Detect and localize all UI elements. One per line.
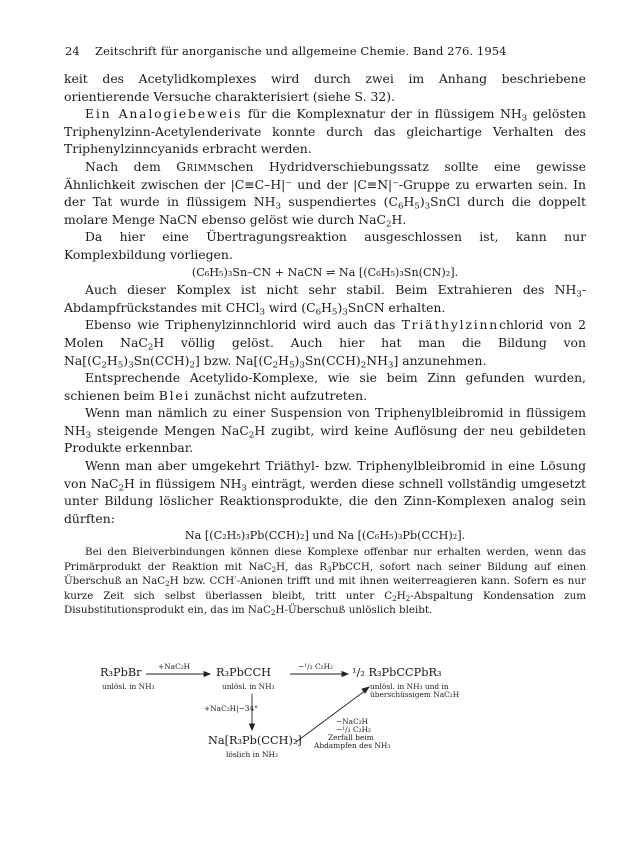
subscript: 2	[270, 608, 276, 618]
subscript: 3	[424, 201, 431, 212]
subscript: 2	[101, 359, 107, 370]
text-run: H zugibt, wird keine Auflösung der neu gebildeten Produkte erkennbar.	[64, 422, 586, 456]
text-run: H	[403, 194, 415, 210]
text-run: H-Überschuß unlöslich bleibt.	[275, 604, 433, 617]
subscript: 2	[248, 430, 255, 441]
text-run: Nach dem	[85, 158, 177, 174]
subscript: 2	[271, 564, 277, 574]
text-run: ] bzw. Na[(C	[195, 352, 273, 368]
paragraph-blei	[64, 369, 586, 404]
running-header	[65, 44, 585, 60]
subscript: 2	[165, 579, 170, 589]
subscript: 2	[189, 359, 196, 370]
subscript: 5	[288, 359, 295, 370]
text-run: )	[294, 352, 300, 368]
subscript: 2	[272, 359, 279, 370]
text-run: -Abspaltung Kondensation zum Disubstitutionsprodukt ein, das im NaC	[64, 589, 586, 617]
text-run: H in flüssigem NH	[124, 475, 242, 491]
text-run: steigende Mengen NaC	[91, 422, 249, 438]
text-run: schen Hydridverschiebungssatz sollte eine gewisse Ähnlichkeit zwischen der |C≡C–H|⁻ und der |C≡N|⁻-Gruppe zu erwarten sein. In der Tat wurde in flüssigem NH	[64, 158, 586, 210]
text-run: H, das R	[276, 560, 328, 573]
text-run: Wenn man aber umgekehrt Triäthyl- bzw. Triphenylbleibromid in eine Lösung von NaC	[64, 458, 586, 491]
text-run: chlorid von 2 Molen NaC	[64, 317, 586, 350]
text-run: PbCCH, sofort nach seiner Bildung auf einen Überschuß an NaC	[64, 560, 586, 588]
subscript: 6	[315, 307, 322, 318]
paragraph-triaethylzinn	[64, 316, 586, 369]
subscript: 3	[275, 201, 281, 212]
subscript: 5	[331, 307, 338, 318]
text-run: wird (C	[264, 299, 316, 315]
text-run: )	[123, 352, 129, 368]
text-run: für die Komplexnatur der in flüssigem NH	[242, 106, 522, 122]
text-run: gelösten Triphenylzinn-Acetylenderivate konnte durch das gleichartige Verhalten des Triphenylzinncyanids erbracht werden.	[64, 106, 586, 157]
spaced-term: Ein Analogiebeweis	[85, 106, 243, 122]
running-title: Zeitschrift für anorganische und allgemeine Chemie. Band 276. 1954	[95, 44, 507, 58]
author-name: Grimm	[176, 158, 217, 174]
equation-lead-complexes: Na [(C₂H₅)₃Pb(CCH)₂] und Na [(C₆H₅)₃Pb(CCH)₂].	[184, 529, 466, 543]
intermediate-note: unlösl. in NH₃	[222, 682, 275, 691]
back-label-3: Zerfall beim	[328, 733, 374, 742]
paragraph-grimm	[64, 158, 586, 228]
note-paragraph	[64, 545, 586, 618]
text-run: SnCN erhalten.	[347, 299, 446, 315]
subscript: 2	[118, 483, 125, 494]
subscript: 3	[576, 289, 582, 300]
text-run: NH	[366, 352, 388, 368]
text-run: Sn(CCH)	[133, 352, 190, 368]
arrow-label-condensation: −¹/₂ C₂H₂	[298, 662, 333, 671]
text-run: Ebenso wie Triphenylzinnchlorid wird auch das	[85, 317, 402, 333]
arrow-head	[342, 672, 348, 677]
equation-cyanide: (C₆H₅)₃Sn–CN + NaCN ⇌ Na [(C₆H₅)₃Sn(CN)₂].	[191, 265, 459, 279]
back-label-2: −¹/₂ C₂H₂	[336, 725, 371, 734]
complex-note: löslich in NH₃	[226, 750, 278, 759]
text-run: H bzw. CCH′-Anionen trifft und mit ihnen weiterreagieren kann. Sofern es nur kurze Zeit sich selbst überlassen bleibt, tritt unter C	[64, 575, 586, 602]
back-label-1: −NaC₂H	[336, 717, 369, 726]
text-run: ] anzunehmen.	[393, 352, 487, 368]
text-run: SnCl durch die doppelt molare Menge NaCN ebenso gelöst wie durch NaC	[64, 194, 586, 227]
text-run: zunächst nicht aufzutreten.	[190, 387, 368, 403]
paragraph-umgekehrt	[64, 457, 586, 527]
text-run: )	[419, 194, 425, 210]
subscript: 2	[405, 593, 411, 603]
subscript: 2	[392, 593, 397, 603]
body-text	[64, 70, 586, 618]
subscript: 5	[117, 359, 124, 370]
scheme-arrows	[80, 660, 560, 770]
subscript: 3	[521, 113, 528, 124]
product-note-1: unlösl. in NH₃ und in	[370, 682, 449, 691]
intermediate-r3pbcch: R₃PbCCH	[216, 666, 272, 679]
text-run: H.	[391, 211, 407, 227]
back-label-4: Abdampfen des NH₃	[314, 741, 391, 750]
subscript: 2	[386, 219, 392, 230]
subscript: 2	[360, 359, 367, 370]
text-run: H	[396, 589, 406, 602]
paragraph-analogiebeweis	[64, 105, 586, 158]
arrow-label-addition: +NaC₂H	[158, 662, 191, 671]
subscript: 3	[387, 359, 394, 370]
subscript: 3	[128, 359, 134, 370]
text-run: Entsprechende Acetylido-Komplexe, wie sie beim Zinn gefunden wurden, schienen beim	[64, 370, 586, 403]
text-run: Auch dieser Komplex ist nicht sehr stabil. Beim Extrahieren des NH	[85, 282, 577, 298]
product-note-2: überschüssigem NaC₂H	[370, 690, 460, 699]
paragraph-continuation: keit des Acetylidkomplexes wird durch zwei im Anhang beschriebene orientierende Versuche charakterisiert (siehe S. 32).	[64, 71, 586, 104]
subscript: 3	[85, 430, 92, 441]
product-disubstituted: ¹/₂ R₃PbCCPbR₃	[352, 666, 442, 679]
complex-product: Na[R₃Pb(CCH)₂]	[208, 734, 302, 747]
text-run: einträgt, werden diese schnell vollständig umgesetzt unter Bildung löslicher Reaktionsprodukte, die den Zinn-Komplexen analog sein dürften:	[64, 475, 587, 526]
reaction-scheme	[80, 660, 560, 770]
text-run: Bei den Bleiverbindungen können diese Komplexe offenbar nur erhalten werden, wenn das Primärprodukt der Reaktion mit NaC	[64, 546, 586, 573]
text-run: H	[278, 352, 289, 368]
arrow-head	[250, 724, 255, 730]
spaced-term: Blei	[158, 387, 191, 403]
page-number: 24	[65, 44, 80, 58]
subscript: 3	[327, 564, 332, 574]
subscript: 3	[241, 483, 247, 494]
subscript: 2	[147, 342, 154, 353]
text-run: -Abdampfrückstandes mit CHCl	[64, 282, 586, 315]
text-run: Sn(CCH)	[304, 352, 361, 368]
paragraph-komplexbildung: Da hier eine Übertragungsreaktion ausgeschlossen ist, kann nur Komplexbildung vorliegen.	[64, 229, 586, 262]
text-run: )	[337, 299, 343, 315]
reactant-note: unlösl. in NH₃	[102, 682, 155, 691]
text-run: H völlig gelöst. Auch hier hat man die Bildung von Na[(C	[64, 334, 586, 368]
subscript: 5	[414, 201, 420, 212]
arrow-head	[204, 672, 210, 677]
paragraph-stability	[64, 281, 586, 316]
text-run: H	[106, 352, 118, 368]
reactant-r3pbbr: R₃PbBr	[100, 666, 142, 679]
subscript: 3	[342, 307, 348, 318]
text-run: Wenn man nämlich zu einer Suspension von Triphenylbleibromid in flüssigem NH	[64, 405, 586, 438]
arrow-label-down: +NaC₂H|−34°	[204, 704, 258, 713]
text-run: H	[321, 299, 332, 315]
subscript: 6	[397, 201, 404, 212]
spaced-term: Triäthylzinn	[401, 317, 500, 333]
text-run: suspendiertes (C	[280, 194, 398, 210]
subscript: 3	[299, 359, 305, 370]
paragraph-suspension	[64, 404, 586, 457]
subscript: 3	[259, 307, 265, 318]
